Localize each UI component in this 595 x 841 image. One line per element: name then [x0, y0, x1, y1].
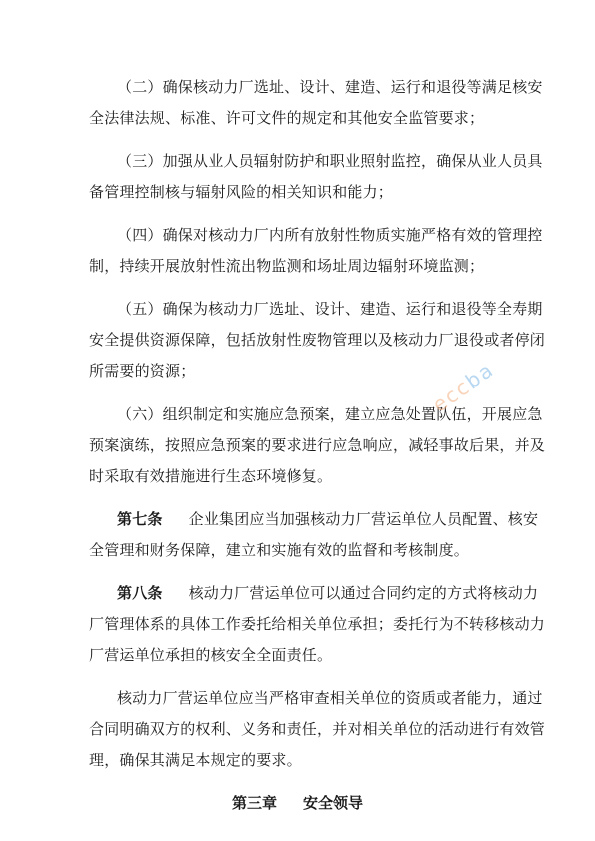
item-4-line-1: （四）确保对核动力厂内所有放射性物质实施严格有效的管理控 — [117, 226, 543, 244]
article-7-line-2: 全管理和财务保障，建立和实施有效的监督和考核制度。 — [89, 541, 470, 559]
article-7-text-1: 企业集团应当加强核动力厂营运单位人员配置、核安 — [188, 510, 539, 528]
article-8-number: 第八条 — [117, 584, 163, 602]
paragraph-line-1: 核动力厂营运单位应当严格审查相关单位的资质或者能力，通过 — [117, 689, 543, 707]
item-4-line-2: 制，持续开展放射性流出物监测和场址周边辐射环境监测； — [89, 257, 485, 275]
item-5-line-3: 所需要的资源； — [89, 362, 196, 380]
article-7-line-1 — [117, 508, 538, 529]
article-8-line-1 — [117, 582, 538, 603]
article-8-line-3: 厂营运单位承担的核安全全面责任。 — [89, 646, 333, 664]
paragraph-line-3: 理，确保其满足本规定的要求。 — [89, 751, 302, 769]
article-8-text-1: 核动力厂营运单位可以通过合同约定的方式将核动力 — [188, 584, 539, 602]
item-6-line-1: （六）组织制定和实施应急预案，建立应急处置队伍，开展应急 — [117, 405, 543, 423]
article-8-line-2: 厂管理体系的具体工作委托给相关单位承担；委托行为不转移核动力 — [89, 615, 546, 633]
item-6-line-3: 时采取有效措施进行生态环境修复。 — [89, 467, 333, 485]
item-5-line-1: （五）确保为核动力厂选址、设计、建造、运行和退役等全寿期 — [117, 300, 543, 318]
chapter-heading — [0, 792, 595, 813]
item-2-line-1: （二）确保核动力厂选址、设计、建造、运行和退役等满足核安 — [117, 78, 543, 96]
item-2-line-2: 全法律法规、标准、许可文件的规定和其他安全监管要求； — [89, 109, 485, 127]
item-3-line-2: 备管理控制核与辐射风险的相关知识和能力； — [89, 183, 394, 201]
chapter-title: 安全领导 — [303, 794, 364, 812]
item-3-line-1: （三）加强从业人员辐射防护和职业照射监控，确保从业人员具 — [117, 152, 543, 170]
watermark-logo: eccba — [428, 357, 499, 417]
item-5-line-2: 安全提供资源保障，包括放射性废物管理以及核动力厂退役或者停闭 — [89, 331, 546, 349]
article-7-number: 第七条 — [117, 510, 163, 528]
item-6-line-2: 预案演练，按照应急预案的要求进行应急响应，减轻事故后果，并及 — [89, 436, 546, 454]
paragraph-line-2: 合同明确双方的权利、义务和责任，并对相关单位的活动进行有效管 — [89, 720, 546, 738]
chapter-number: 第三章 — [231, 794, 277, 812]
